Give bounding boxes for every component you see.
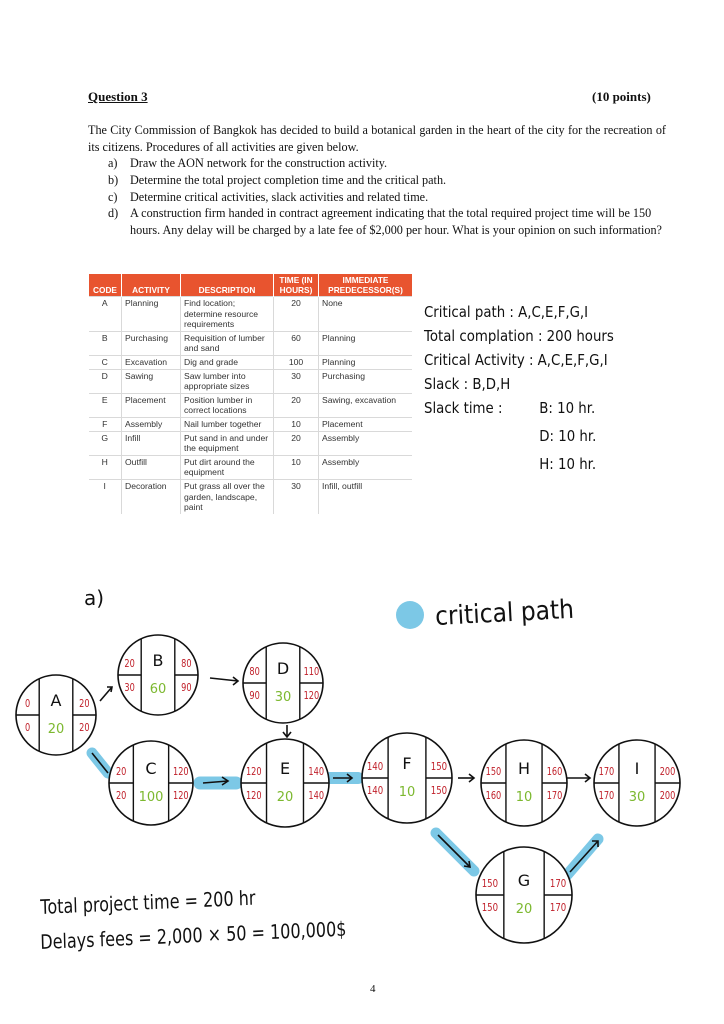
node-ls: 90 xyxy=(249,690,260,703)
cell-description: Dig and grade xyxy=(181,355,274,369)
node-name: H xyxy=(517,759,531,778)
part-letter: c) xyxy=(108,189,118,204)
note-critical-path: Critical path : A,C,E,F,G,I xyxy=(424,303,589,321)
cell-activity: Sawing xyxy=(122,369,181,393)
node-ef: 80 xyxy=(181,658,192,671)
cell-description: Position lumber in correct locations xyxy=(181,393,274,417)
cell-activity: Placement xyxy=(122,393,181,417)
node-lf: 170 xyxy=(549,902,567,915)
cell-code: A xyxy=(89,297,122,332)
part-a-label: a) xyxy=(84,586,105,610)
node-name: C xyxy=(145,759,157,778)
note-slack: Slack : B,D,H xyxy=(424,375,511,393)
arrow-f-g xyxy=(438,835,470,867)
node-lf: 20 xyxy=(79,722,90,735)
node-ls: 140 xyxy=(366,785,384,798)
legend-dot xyxy=(396,601,424,629)
note-slack-time-b: B: 10 hr. xyxy=(539,399,596,417)
cell-activity: Infill xyxy=(122,431,181,455)
node-e xyxy=(241,739,329,827)
node-lf: 200 xyxy=(659,790,676,803)
header-predecessors: IMMEDIATE PREDECESSOR(S) xyxy=(319,274,413,297)
part-text: Determine the total project completion time and the critical path. xyxy=(130,172,447,187)
node-ef: 140 xyxy=(308,766,325,779)
question-title: Question 3 xyxy=(88,89,148,104)
cell-activity: Outfill xyxy=(122,455,181,479)
node-ef: 170 xyxy=(549,878,567,891)
table-row xyxy=(89,393,413,417)
cell-time: 30 xyxy=(274,479,319,513)
cell-predecessors: Infill, outfill xyxy=(319,479,413,513)
table-row xyxy=(89,331,413,355)
cell-predecessors: Assembly xyxy=(319,431,413,455)
node-lf: 150 xyxy=(430,785,448,798)
activity-table-body xyxy=(89,297,413,514)
cell-predecessors: Assembly xyxy=(319,455,413,479)
note-total-completion: Total complation : 200 hours xyxy=(424,327,614,345)
table-row xyxy=(89,431,413,455)
cell-predecessors: Planning xyxy=(319,331,413,355)
table-header-row xyxy=(89,274,413,297)
node-ls: 20 xyxy=(115,790,127,803)
node-es: 140 xyxy=(366,761,384,774)
part-letter: a) xyxy=(108,156,118,170)
cell-predecessors: Purchasing xyxy=(319,369,413,393)
node-es: 20 xyxy=(115,766,127,779)
node-name: E xyxy=(279,759,291,778)
node-name: G xyxy=(517,871,531,890)
cell-description: Nail lumber together xyxy=(181,417,274,431)
node-es: 150 xyxy=(481,878,499,891)
question-parts xyxy=(108,155,668,239)
total-project-time: Total project time = 200 hr xyxy=(40,885,256,919)
cell-code: E xyxy=(89,393,122,417)
cell-code: D xyxy=(89,369,122,393)
node-name: I xyxy=(634,759,640,778)
cell-description: Put dirt around the equipment xyxy=(181,455,274,479)
cell-time: 10 xyxy=(274,455,319,479)
header-activity: ACTIVITY xyxy=(122,274,181,297)
cell-predecessors: None xyxy=(319,297,413,332)
node-duration: 20 xyxy=(47,722,65,737)
cell-time: 20 xyxy=(274,393,319,417)
question-intro: The City Commission of Bangkok has decided to build a botanical garden in the heart of the city for the recreation of its citizens. Procedures of all activities are given below. xyxy=(88,123,666,154)
cell-description: Requisition of lumber and sand xyxy=(181,331,274,355)
cell-time: 20 xyxy=(274,297,319,332)
cell-activity: Excavation xyxy=(122,355,181,369)
table-row xyxy=(89,369,413,393)
node-duration: 20 xyxy=(276,790,294,805)
handwritten-notes xyxy=(424,300,673,492)
node-es: 20 xyxy=(124,658,135,671)
node-duration: 20 xyxy=(515,902,533,917)
node-ls: 30 xyxy=(124,682,135,695)
node-duration: 10 xyxy=(515,790,533,805)
page-number: 4 xyxy=(370,983,376,995)
cell-code: F xyxy=(89,417,122,431)
cell-activity: Purchasing xyxy=(122,331,181,355)
node-duration: 30 xyxy=(628,790,646,805)
node-name: D xyxy=(276,659,290,678)
node-c xyxy=(109,741,193,825)
table-row xyxy=(89,455,413,479)
cell-description: Put grass all over the garden, landscape, paint xyxy=(181,479,274,513)
cell-code: I xyxy=(89,479,122,513)
node-lf: 140 xyxy=(308,790,325,803)
cell-description: Put sand in and under the equipment xyxy=(181,431,274,455)
node-name: A xyxy=(50,691,62,710)
node-es: 80 xyxy=(249,666,260,679)
node-ef: 20 xyxy=(79,698,90,711)
header-time: TIME (IN HOURS) xyxy=(274,274,319,297)
node-name: F xyxy=(402,754,412,773)
node-lf: 120 xyxy=(173,790,189,803)
table-row xyxy=(89,417,413,431)
node-name: B xyxy=(152,651,164,670)
node-i xyxy=(594,740,680,826)
part-letter: d) xyxy=(108,206,119,221)
node-duration: 10 xyxy=(398,785,416,800)
cell-code: B xyxy=(89,331,122,355)
legend-text: critical path xyxy=(434,593,575,632)
arrow-g-i xyxy=(570,841,598,872)
cell-description: Find location; determine resource requirements xyxy=(181,297,274,332)
activity-table xyxy=(88,274,412,514)
question-points: (10 points) xyxy=(592,89,651,104)
delay-fees: Delays fees = 2,000 × 50 = 100,000$ xyxy=(40,916,347,954)
node-f xyxy=(362,733,452,823)
cell-time: 20 xyxy=(274,431,319,455)
cell-time: 30 xyxy=(274,369,319,393)
cell-activity: Decoration xyxy=(122,479,181,513)
part-text: A construction firm handed in contract agreement indicating that the total required project time will be 150 hours. Any delay will be charged by a late fee of $2,000 per hour. What is your opinion on such information? xyxy=(130,206,662,238)
node-b xyxy=(118,635,198,715)
node-duration: 30 xyxy=(274,690,292,705)
cell-code: C xyxy=(89,355,122,369)
question-part xyxy=(108,172,668,189)
part-letter: b) xyxy=(108,172,119,187)
note-slack-time-h: H: 10 hr. xyxy=(539,455,597,473)
node-ef: 200 xyxy=(659,766,676,779)
node-a xyxy=(16,675,96,755)
node-ef: 120 xyxy=(173,766,189,779)
cell-predecessors: Sawing, excavation xyxy=(319,393,413,417)
node-ls: 170 xyxy=(598,790,615,803)
node-ls: 120 xyxy=(245,790,262,803)
header-description: DESCRIPTION xyxy=(181,274,274,297)
cell-activity: Assembly xyxy=(122,417,181,431)
node-g xyxy=(476,847,572,943)
table-row xyxy=(89,355,413,369)
note-slack-time-label: Slack time : xyxy=(424,399,503,417)
header-code: CODE xyxy=(89,274,122,297)
node-h xyxy=(481,740,567,826)
arrow-a-b xyxy=(100,687,112,701)
node-es: 150 xyxy=(485,766,502,779)
cell-predecessors: Planning xyxy=(319,355,413,369)
part-text: Draw the AON network for the construction activity. xyxy=(130,156,388,170)
note-slack-time-d: D: 10 hr. xyxy=(539,427,597,445)
table-row xyxy=(89,297,413,332)
node-lf: 170 xyxy=(546,790,563,803)
cell-code: G xyxy=(89,431,122,455)
node-d xyxy=(243,643,323,723)
node-ls: 150 xyxy=(481,902,499,915)
part-text: Determine critical activities, slack activities and related time. xyxy=(130,189,429,204)
node-ls: 160 xyxy=(485,790,502,803)
question-part xyxy=(108,189,668,206)
node-lf: 120 xyxy=(303,690,320,703)
cell-activity: Planning xyxy=(122,297,181,332)
node-ef: 110 xyxy=(303,666,320,679)
node-es: 170 xyxy=(598,766,615,779)
cell-time: 60 xyxy=(274,331,319,355)
node-es: 120 xyxy=(245,766,262,779)
node-lf: 90 xyxy=(181,682,192,695)
note-critical-activity: Critical Activity : A,C,E,F,G,I xyxy=(424,351,608,369)
cell-predecessors: Placement xyxy=(319,417,413,431)
cell-time: 100 xyxy=(274,355,319,369)
node-duration: 60 xyxy=(149,682,167,697)
node-ef: 150 xyxy=(430,761,448,774)
node-duration: 100 xyxy=(138,790,164,805)
node-ls: 0 xyxy=(24,722,31,735)
question-part xyxy=(108,155,668,172)
question-part xyxy=(108,205,668,239)
cell-description: Saw lumber into appropriate sizes xyxy=(181,369,274,393)
table-row xyxy=(89,479,413,513)
cell-time: 10 xyxy=(274,417,319,431)
node-ef: 160 xyxy=(546,766,563,779)
node-es: 0 xyxy=(24,698,31,711)
cell-code: H xyxy=(89,455,122,479)
